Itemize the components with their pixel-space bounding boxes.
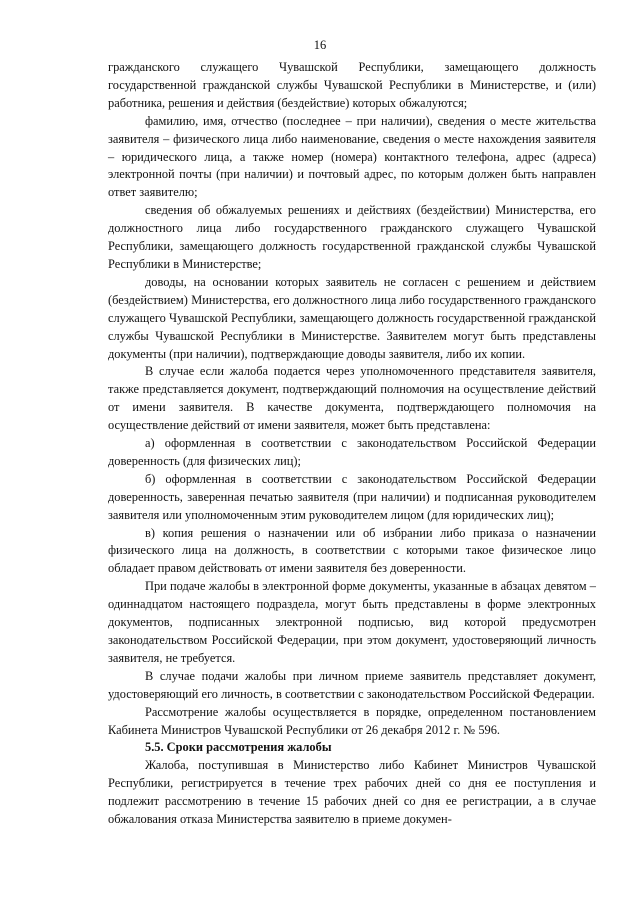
list-item-c: в) копия решения о назначении или об избрании либо приказа о назначении физического лица на должность, в соответствии с которыми такое физическое лицо обладает правом действовать от имени заявителя без доверенности.: [108, 525, 596, 576]
page-number: 16: [313, 38, 327, 52]
paragraph: Жалоба, поступившая в Министерство либо Кабинет Министров Чувашской Республики, регистрируется в течение трех рабочих дней со дня ее поступления и подлежит рассмотрению в течение 15 рабочих дней со дня ее регистрации, а в случае обжалования отказа Министерства заявителю в приеме докумен-: [108, 758, 596, 827]
paragraph: доводы, на основании которых заявитель не согласен с решением и действием (бездействием) Министерства, его должностного лица либо государственного гражданского служащего Чувашской Республики, замещающего должность государственной гражданской службы Чувашской Республики в Министерстве. Заявителем могут быть представлены документы (при наличии), подтверждающие доводы заявителя, либо их копии.: [108, 274, 596, 361]
list-item-b: б) оформленная в соответствии с законодательством Российской Федерации доверенность, заверенная печатью заявителя (при наличии) и подписанная руководителем заявителя или уполномоченным этим руководителем лицом (для юридических лиц);: [108, 471, 596, 522]
paragraph: При подаче жалобы в электронной форме документы, указанные в абзацах девятом – одиннадцатом настоящего подраздела, могут быть представлены в форме электронных документов, подписанных электронной подписью, вид которой предусмотрен законодательством Российской Федерации, при этом документ, удостоверяющий личность заявителя, не требуется.: [108, 579, 596, 665]
section-heading: 5.5. Сроки рассмотрения жалобы: [145, 740, 332, 755]
paragraph: В случае подачи жалобы при личном приеме заявитель представляет документ, удостоверяющий его личность, в соответствии с законодательством Российской Федерации.: [108, 668, 596, 701]
list-item-a: а) оформленная в соответствии с законодательством Российской Федерации доверенность (для физических лиц);: [108, 436, 596, 468]
paragraph: В случае если жалоба подается через уполномоченного представителя заявителя, также представляется документ, подтверждающий полномочия на осуществление действий от имени заявителя. В качестве документа, подтверждающего полномочия на осуществление действий от имени заявителя, может быть представлена:: [108, 364, 596, 433]
paragraph: фамилию, имя, отчество (последнее – при наличии), сведения о месте жительства заявителя – физического лица либо наименование, сведения о месте нахождения заявителя – юридического лица, а также номер (номера) контактного телефона, адрес (адреса) электронной почты (при наличии) и почтовый адрес, по которым должен быть направлен ответ заявителю;: [108, 113, 596, 200]
paragraph: Рассмотрение жалобы осуществляется в порядке, определенном постановлением Кабинета Министров Чувашской Республики от 26 декабря 2012 г. № 596.: [108, 704, 596, 737]
paragraph: сведения об обжалуемых решениях и действиях (бездействии) Министерства, его должностного лица либо государственного гражданского служащего Чувашской Республики, замещающего должность государственной гражданской службы Чувашской Республики в Министерстве;: [108, 203, 596, 271]
paragraph: гражданского служащего Чувашской Республики, замещающего должность государственной гражданской службы Чувашской Республики в Министерстве, и (или) работника, решения и действия (бездействие) которых обжалуются;: [108, 60, 596, 110]
document-body: [108, 59, 596, 829]
